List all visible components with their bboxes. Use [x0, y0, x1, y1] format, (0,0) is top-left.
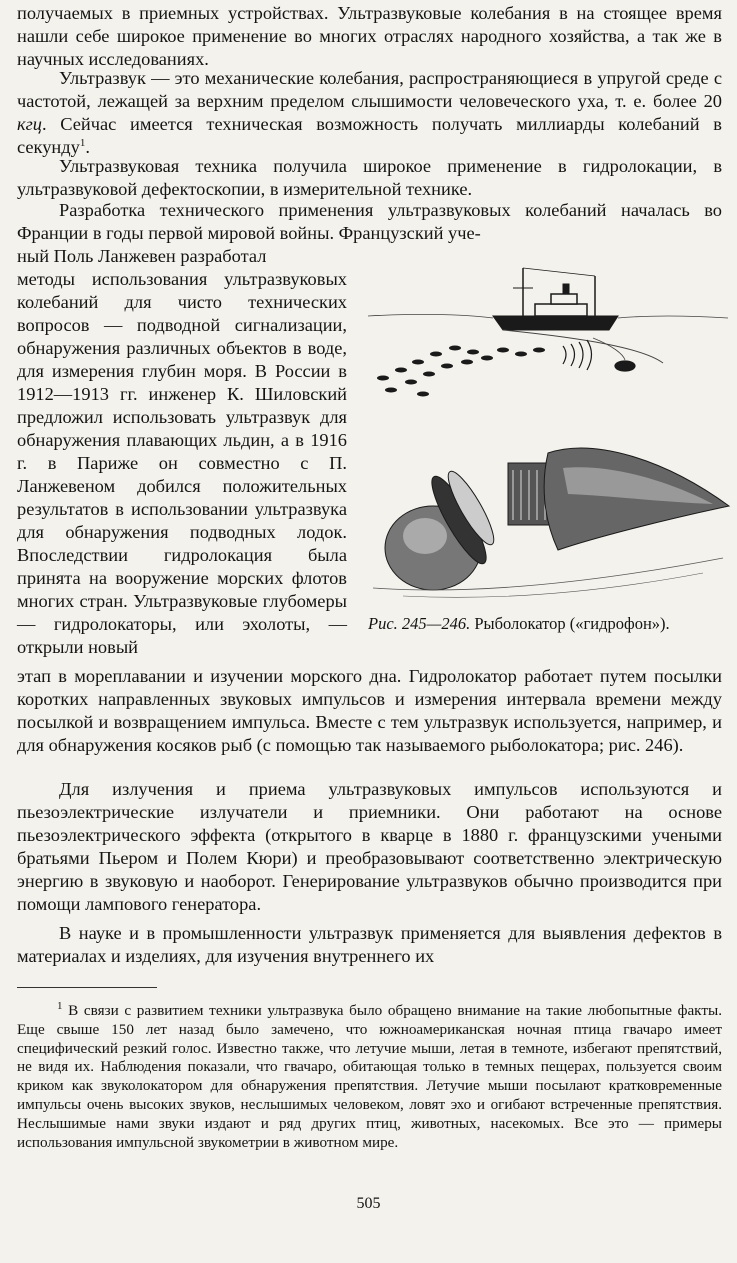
paragraph-4-column: методы использования ультразвуковых колебаний для чисто технических вопросов — подводной сигнализации, обнаружения различных объектов в воде, для измерения глубин моря. В России в 1912—1913 гг. инженер К. Шиловский предложил использовать ультразвук для обнаружения плавающих льдин, а в 1916 г. в Париже он совместно с П. Ланжевеном добился положительных результатов в использовании ультразвука для обнаружения подводных лодок. Впоследствии гидролокация была принята на вооружение морских флотов многих стран. Ультразвуковые глубомеры — гидролокаторы, или эхолоты, — открыли новый: [17, 269, 347, 657]
caption-text: Рыболокатор («гидрофон»).: [470, 614, 670, 633]
figure-fish-finder: [363, 258, 733, 608]
paragraph-6: В науке и в промышленности ультразвук применяется для выявления дефектов в материалах и изделиях, для изучения внутреннего их: [17, 923, 722, 966]
paragraph-4-end: этап в мореплавании и изучении морского дна. Гидролокатор работает путем посылки коротких направленных звуковых импульсов и измерения интервала времени между посылкой и возвращением импульса. Вместе с тем ультразвук используется, например, и для обнаружения косяков рыб (с помощью так называемого рыболокатора; рис. 246).: [17, 666, 722, 755]
paragraph-1: получаемых в приемных устройствах. Ультразвуковые колебания в на стоящее время нашли себе широкое применение во многих отраслях народного хозяйства, а так же в научных исследованиях.: [17, 3, 722, 69]
figure-caption: [368, 614, 733, 634]
footnote-marker[interactable]: 1: [79, 136, 86, 149]
paragraph-4-wrap-line: ный Поль Ланжевен разработал: [17, 246, 267, 266]
frequency-unit: кгц: [17, 114, 42, 134]
paragraph-2: [17, 67, 722, 159]
paragraph-5: Для излучения и приема ультразвуковых импульсов используются и пьезоэлектрические излучатели и приемники. Они работают на основе пьезоэлектрического эффекта (открытого в кварце в 1880 г. французскими учеными братьями Пьером и Полем Кюри) и преобразовывают соответственно электрическую энергию в звуковую и наоборот. Генерирование ультразвуков обычно производится при помощи лампового генератора.: [17, 779, 722, 914]
footnote-text: В связи с развитием техники ультразвука было обращено внимание на такие любопытные факты. Еще свыше 150 лет назад было замечено, что южноамериканская ночная птица гвачаро имеет специфический резкий голос. Известно также, что летучие мыши, летая в темноте, избегают препятствий, не видя их. Наблюдения показали, что гвачаро, обитающая только в темных пещерах, пользуется своим криком как звуколокатором для обнаружения препятствия. Летучие мыши посылают кратковременные импульсы очень высоких звуков, неслышимых человеком, ловят эхо и огибают встреченные препятствия. Неслышимые нами звуки издают и ряд других птиц, животных, насекомых. Все это — примеры использования импульсной звукометрии в животном мире.: [17, 1002, 722, 1151]
fish-icon: [377, 346, 545, 397]
paragraph-2-end: .: [85, 137, 90, 157]
paragraph-2-tail: . Сейчас имеется техническая возможность получать миллиарды колебаний в секунду: [17, 114, 722, 157]
page-number: 505: [356, 1195, 381, 1212]
paragraph-2-text: Ультразвук — это механические колебания, распространяющиеся в упругой среде с частотой, лежащей за верхним пределом слышимости человеческого уха, т. е. более 20: [17, 68, 722, 111]
caption-figure-number: Рис. 245—246.: [368, 614, 471, 633]
device-icon: [373, 448, 729, 597]
footnote: [17, 999, 722, 1152]
ship-icon: [493, 268, 618, 330]
paragraph-3: Ультразвуковая техника получила широкое применение в гидролокации, в ультразвуковой дефектоскопии, в измерительной технике.: [17, 156, 722, 199]
footnote-number: 1: [57, 999, 63, 1012]
footnote-divider: [17, 987, 157, 988]
sound-waves: [563, 340, 635, 371]
paragraph-4-start: Разработка технического применения ультразвуковых колебаний началась во Франции в годы первой мировой войны. Французский уче-: [17, 200, 722, 243]
fish-finder-illustration: [363, 258, 733, 608]
